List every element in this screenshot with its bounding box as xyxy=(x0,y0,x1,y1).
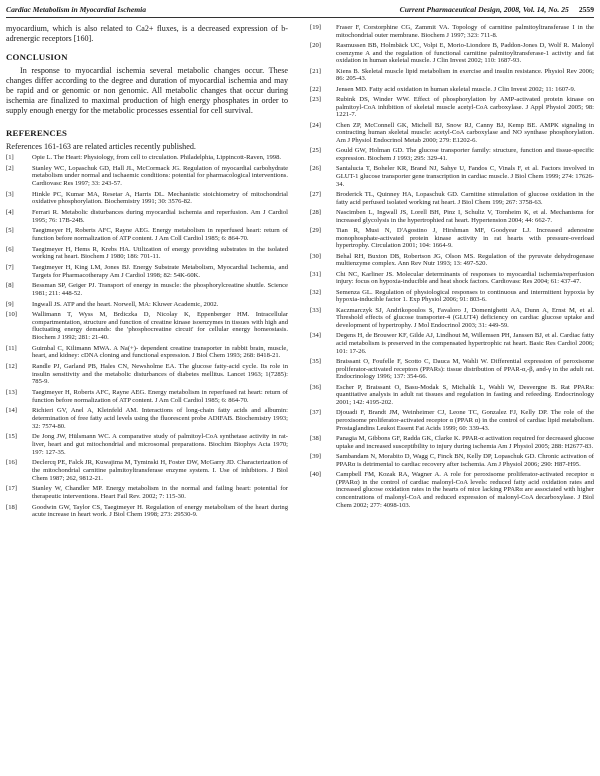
reference-text: Kaczmarczyk SJ, Andrikopoulos S, Favaloro J, Domenighetti AA, Dunn A, Ernst M, et al. Threshold effects of glucose transporter-4 (GLUT4) deficiency on cardiac glucose uptake and development of hypertrophy. J Mol Endocrinol 2003; 31: 449-59. xyxy=(336,306,594,329)
reference-item xyxy=(310,271,594,286)
reference-item xyxy=(310,453,594,468)
reference-text: Degens H, de Brouwer KF, Gilde AJ, Lindhout M, Willemsen PH, Janssen BJ, et al. Cardiac fatty acid metabolism is preserved in the compensated hypertrophic rat heart. Basic Res Cardiol 2006; 101: 17-26. xyxy=(336,332,594,355)
reference-number: [3] xyxy=(6,190,14,198)
reference-number: [30] xyxy=(310,252,321,260)
reference-item xyxy=(310,122,594,145)
references-heading: REFERENCES xyxy=(6,128,68,138)
reference-number: [13] xyxy=(6,389,17,397)
reference-item xyxy=(6,227,288,242)
reference-number: [23] xyxy=(310,96,321,103)
reference-item xyxy=(6,282,288,297)
reference-number: [15] xyxy=(6,433,17,441)
reference-number: [5] xyxy=(6,227,14,235)
left-column xyxy=(6,24,288,522)
reference-number: [22] xyxy=(310,85,321,93)
reference-item xyxy=(310,289,594,304)
reference-text: Chen ZP, McConnell GK, Michell BJ, Snow RJ, Canny BJ, Kemp BE. AMPK signaling in contracting human skeletal muscle: acetyl-CoA carboxylase and NO synthase phosphorylation. Am J Physiol Endocrinol Metab 2000; 279: E1202-6. xyxy=(336,121,594,144)
reference-text: Broderick TL, Quinney HA, Lopaschuk GD. Carnitine stimulation of glucose oxidation in the fatty acid perfused isolated working rat heart. J Biol Chem 199; 267: 3758-63. xyxy=(336,190,594,206)
reference-item xyxy=(6,264,288,279)
reference-text: Richieri GV, Anel A, Kleinfeld AM. Interactions of long-chain fatty acids and albumin: determination of free fatty acid levels using the fluorescent probe ADIFAB. Biochemistry 1993; 32: 7574-80. xyxy=(32,407,288,430)
reference-item xyxy=(6,345,288,360)
reference-text: Rasmussen BB, Holmbäck UC, Volpi E, Morio-Liondore B, Paddon-Jones D, Wolf R. Malonyl coenzyme A and the regulation of functional carnitine palmitoyltransferase-1 activity and fat oxidation in human skeletal muscle. J Clin Invest 2002; 110: 1687-93. xyxy=(336,42,594,65)
reference-number: [37] xyxy=(310,409,321,417)
reference-item xyxy=(6,246,288,261)
reference-text: Kiens B. Skeletal muscle lipid metabolism in exercise and insulin resistance. Physiol Rev 2006; 86: 205-43. xyxy=(336,67,594,83)
reference-list-left xyxy=(6,154,288,519)
reference-number: [39] xyxy=(310,452,321,460)
reference-text: Stanley WC, Lopaschuk GD, Hall JL, McCormack JG. Regulation of myocardial carbohydrate metabolism under normal and ischaemic conditions: potential for pharmacological interventions. Cardiovasc Res 1997; 33: 243-57. xyxy=(32,164,288,187)
reference-item xyxy=(6,504,288,519)
reference-item xyxy=(310,471,594,509)
reference-item xyxy=(6,301,288,309)
conclusion-paragraph: In response to myocardial ischemia several metabolic changes occur. These changes differ according to the degree and duration of myocardial ischemia and may be rapid and or genomic or non genomic. All metabolic changes that occur during ischemia are finalized to maximal production of high energy phosphates in order to supply enough energy for the metabolic processes essential for cell survival. xyxy=(6,66,288,115)
running-title: Cardiac Metabolism in Myocardial Ischemia xyxy=(6,5,147,14)
reference-number: [14] xyxy=(6,407,17,415)
reference-text: Fraser F, Corstorphine CG, Zammit VA. Topology of carnitine palmitoyltransferase I in the mitochondrial outer membrane. Biochem J 1997; 323: 711-8. xyxy=(336,24,594,39)
reference-number: [38] xyxy=(310,434,321,442)
reference-item xyxy=(310,358,594,381)
reference-text: Declercq PE, Falck JR, Kuwajima M, Tyminski H, Foster DW, McGarry JD. Characterization of the mitochondrial carnitine palmitoyltransferase enzyme system. I. Use of inhibitors. J Biol Chem 1987; 262, 9812-21. xyxy=(32,459,288,482)
reference-number: [7] xyxy=(6,263,14,271)
reference-text: Santalucia T, Boheler KR, Brand NJ, Sahye U, Fandos C, Vinals F, et al. Factors involved in GLUT-1 glucose transporter gene transcription in cardiac muscle. J Biol Chem 1999; 274: 17626-34. xyxy=(336,165,594,188)
reference-item xyxy=(310,24,594,39)
reference-item xyxy=(310,96,594,119)
reference-number: [24] xyxy=(310,121,321,129)
reference-number: [29] xyxy=(310,226,321,234)
reference-item xyxy=(6,485,288,500)
reference-text: Tian R, Musi N, D'Agostino J, Hirshman MF, Goodyear LJ. Increased adenosine monophosphate-activated protein kinase activity in rat hearts with pressure-overload hypertrophy. Circulation 2001; 104: 1664-9. xyxy=(336,226,594,250)
reference-text: Campbell FM, Kozak RA, Wagner A. A role for peroxisome proliferator-activated receptor α (PPARα) in the control of cardiac malonyl-CoA levels: reduced fatty acid oxidation rates and increased glucose oxidation rates in the hearts of mice lacking PPARα are associated with higher concentrations of malonyl-CoA and reduced expression of malonyl-CoA decarboxylase. J Biol Chem 2002; 277: 4098-103. xyxy=(336,470,594,509)
reference-number: [2] xyxy=(6,164,14,172)
reference-text: Taegtmeyer H, Hems R, Krebs HA. Utilization of energy providing substrates in the isolated working rat heart. Biochem J 1980; 186: 701-11. xyxy=(32,245,288,261)
reference-text: Goodwin GW, Taylor CS, Taegtmeyer H. Regulation of energy metabolism of the heart during acute increase in heart work. J Biol Chem 1998; 273: 29530-9. xyxy=(32,503,288,519)
header-rule xyxy=(6,17,594,18)
reference-text: Panagia M, Gibbons GF, Radda GK, Clarke K. PPAR-α activation required for decreased glucose uptake and increased susceptibility to injury during ischemia Am J Physiol 2005; 288: H2677-83. xyxy=(336,434,594,450)
reference-text: Escher P, Braissant O, Basu-Modak S, Michalik L, Wahli W, Desvergne B. Rat PPARs: quantitative analysis in adult rat tissues and regulation in fasting and refeeding. Endocrinology 2001; 142: 4195-202. xyxy=(336,383,594,406)
reference-text: Taegtmeyer H, Roberts AFC, Rayne AEG. Energy metabolism in reperfused heart: return of function before normalization of ATP content. J Am Coll Cardiol 1985; 6: 864-70. xyxy=(32,227,288,242)
right-column xyxy=(310,24,594,512)
reference-text: Ferrari R. Metabolic disturbances during myocardial ischemia and reperfusion. Am J Cardiol 1995; 76: 17B-24B. xyxy=(32,208,288,224)
reference-number: [11] xyxy=(6,344,17,352)
reference-number: [9] xyxy=(6,300,14,308)
reference-text: Djouadi F, Brandt JM, Weinheimer CJ, Leone TC, Gonzalez FJ, Kelly DP. The role of the peroxisome proliferator-activated receptor α (PPAR α) in the control of cardiac lipid metabolism. Prostaglandins Leukot Essent Fat Acids 1999; 60: 339-43. xyxy=(336,409,594,432)
reference-text: Randle PJ, Garland PB, Hales CN, Newsholme EA. The glucose fatty-acid cycle. Its role in insulin sensitivity and the metabolic disturbances of diabetes mellitus. Lancet 1963; 1(7285): 785-9. xyxy=(32,363,288,386)
reference-number: [35] xyxy=(310,357,321,365)
references-intro: References 161-163 are related articles recently published. xyxy=(6,142,196,151)
reference-number: [21] xyxy=(310,67,321,75)
reference-number: [6] xyxy=(6,245,14,253)
reference-item xyxy=(310,227,594,250)
reference-text: Chi NC, Karliner JS. Molecular determinants of responses to myocardial ischemia/reperfusion injury: focus on hypoxia-inducible and heat shock factors. Cardiovasc Res 2004; 61: 437-47. xyxy=(336,270,594,286)
reference-item xyxy=(310,435,594,450)
reference-text: Stanley W, Chandler MP. Energy metabolism in the normal and failing heart: potential for therapeutic interventions. Heart Fail Rev. 2002; 7: 115-30. xyxy=(32,485,288,500)
reference-text: Braissant O, Foufelle F, Scotto C, Dauca M, Wahli W. Differential expression of peroxisome proliferator-activated receptors (PPARs): tissue distribution of PPAR-α,-β, and-γ in the adult rat. Endocrinology 1996; 137: 354-66. xyxy=(336,357,594,381)
reference-item xyxy=(310,147,594,162)
reference-item xyxy=(6,407,288,430)
reference-item xyxy=(310,86,594,94)
reference-number: [12] xyxy=(6,363,17,371)
reference-item xyxy=(310,384,594,407)
journal-name: Current Pharmaceutical Design, 2008, Vol. 14, No. 25 xyxy=(399,5,569,14)
reference-item xyxy=(6,459,288,482)
reference-item xyxy=(310,307,594,330)
reference-number: [8] xyxy=(6,282,14,290)
reference-text: Bessman SP, Geiger PJ. Transport of energy in muscle: the phosphorylcreatine shuttle. Science 1981; 211: 448-52. xyxy=(32,282,288,297)
page-number: 2559 xyxy=(578,5,594,14)
reference-text: Jensen MD. Fatty acid oxidation in human skeletal muscle. J Clin Invest 2002; 11: 1607-9. xyxy=(336,85,576,93)
reference-item xyxy=(6,154,288,162)
reference-item xyxy=(310,332,594,355)
reference-text: Rubink DS, Winder WW. Effect of phosphorylation by AMP-activated protein kinase on palmitoyl-CoA inhibition of skeletal muscle acetyl-CoA carboxylase. J Appl Physiol 2005; 98: 1221-7. xyxy=(336,96,594,119)
reference-item xyxy=(310,165,594,188)
reference-item xyxy=(6,311,288,342)
reference-item xyxy=(310,409,594,432)
reference-number: [40] xyxy=(310,470,321,478)
reference-text: Nascimben L, Ingwall JS, Lorell BH, Pinz I, Schultz V, Tornheim K, et al. Mechanisms for increased glycolysis in the hypertrophied rat heart. Hypertension 2004; 44: 662-7. xyxy=(336,208,594,224)
reference-text: Gould GW, Holman GD. The glucose transporter family: structure, function and tissue-specific expression. Biochem J 1993; 295: 329-41. xyxy=(336,147,594,162)
reference-item xyxy=(310,209,594,224)
reference-number: [19] xyxy=(310,24,321,31)
reference-item xyxy=(6,191,288,206)
reference-text: Guimbal C, Kilimann MWA. A Na(+)- dependent creatine transporter in rabbit brain, muscle, heart, and kidney: cDNA cloning and functional expression. J Biol Chem 1993; 268: 8418-21. xyxy=(32,344,288,360)
reference-number: [25] xyxy=(310,147,321,155)
reference-number: [26] xyxy=(310,165,321,173)
reference-number: [27] xyxy=(310,190,321,198)
reference-item xyxy=(310,42,594,65)
reference-number: [17] xyxy=(6,485,17,493)
reference-text: Hinkle PC, Kumar MA, Resetar A, Harris DL. Mechanistic stoichiometry of mitochondrial oxidative phosphorylation. Biochemistry 1991; 30: 3576-82. xyxy=(32,190,288,206)
reference-number: [33] xyxy=(310,306,321,314)
reference-text: Taegtmeyer H, Roberts AFC, Rayne AEG. Energy metabolism in reperfused rat heart: return of function before normalization of ATP content. J Am Coll Cardiol 1985; 6: 864-70. xyxy=(32,389,288,404)
reference-text: Taegtmeyer H, King LM, Jones BJ. Energy Substrate Metabolism, Myocardial Ischemia, and Targets for Pharmacotherapy Am J Cardiol 1998; 82: 54K-60K. xyxy=(32,263,288,279)
reference-item xyxy=(6,433,288,456)
reference-item xyxy=(6,209,288,224)
journal-citation xyxy=(400,5,594,14)
reference-item xyxy=(6,389,288,404)
reference-text: Wallimann T, Wyss M, Brdiczka D, Nicolay K, Eppenberger HM. Intracellular compartmentation, structure and function of creatine kinase isoenzymes in tissues with high and fluctuating energy demands: the 'phosphocreatine circuit' for cellular energy homeostasis. Biochem J 1992; 281: 21-40. xyxy=(32,311,288,342)
reference-number: [28] xyxy=(310,208,321,216)
reference-text: Behal RH, Buxton DB, Robertson JG, Olson MS. Regulation of the pyruvate dehydrogenase multienzyme complex. Ann Rev Nutr 1993; 13: 497-520. xyxy=(336,252,594,268)
reference-number: [34] xyxy=(310,332,321,340)
reference-text: De Jong JW, Hülsmann WC. A comparative study of palmitoyl-CoA synthetase activity in rat-liver, heart and gut mitochondrial and microsomal preparations. Biochim Biophys Acta 1970; 197: 127-35. xyxy=(32,433,288,456)
reference-text: Semenza GL. Regulation of physiological responses to continuous and intermittent hypoxia by hypoxia-inducible factor 1. Exp Physiol 2006; 91: 803-6. xyxy=(336,288,594,304)
reference-number: [20] xyxy=(310,42,321,49)
reference-number: [1] xyxy=(6,154,14,161)
intro-paragraph: myocardium, which is also related to Ca2+ fluxes, is a decreased expression of b-adrenergic receptors [160]. xyxy=(6,24,288,43)
reference-number: [4] xyxy=(6,208,14,216)
reference-text: Opie L. The Heart: Physiology, from cell to circulation. Philadelphia, Lippincott-Raven, 1998. xyxy=(32,154,282,161)
reference-number: [32] xyxy=(310,288,321,296)
reference-text: Ingwall JS. ATP and the heart. Norwell, MA: Kluwer Academic, 2002. xyxy=(32,300,219,308)
reference-item xyxy=(310,253,594,268)
reference-item xyxy=(310,191,594,206)
reference-item xyxy=(6,363,288,386)
reference-number: [10] xyxy=(6,311,17,319)
reference-item xyxy=(6,165,288,188)
reference-number: [36] xyxy=(310,383,321,391)
reference-text: Sambandam N, Morabito D, Wagg C, Finck BN, Kelly DP, Lopaschuk GD. Chronic activation of PPARα is detrimental to cardiac recovery after ischemia. Am J Physiol 2006; 290: H87-H95. xyxy=(336,452,594,468)
conclusion-heading: CONCLUSION xyxy=(6,52,68,62)
reference-number: [16] xyxy=(6,459,17,467)
reference-list-right xyxy=(310,24,594,509)
reference-number: [18] xyxy=(6,503,17,511)
reference-item xyxy=(310,68,594,83)
reference-number: [31] xyxy=(310,270,321,278)
